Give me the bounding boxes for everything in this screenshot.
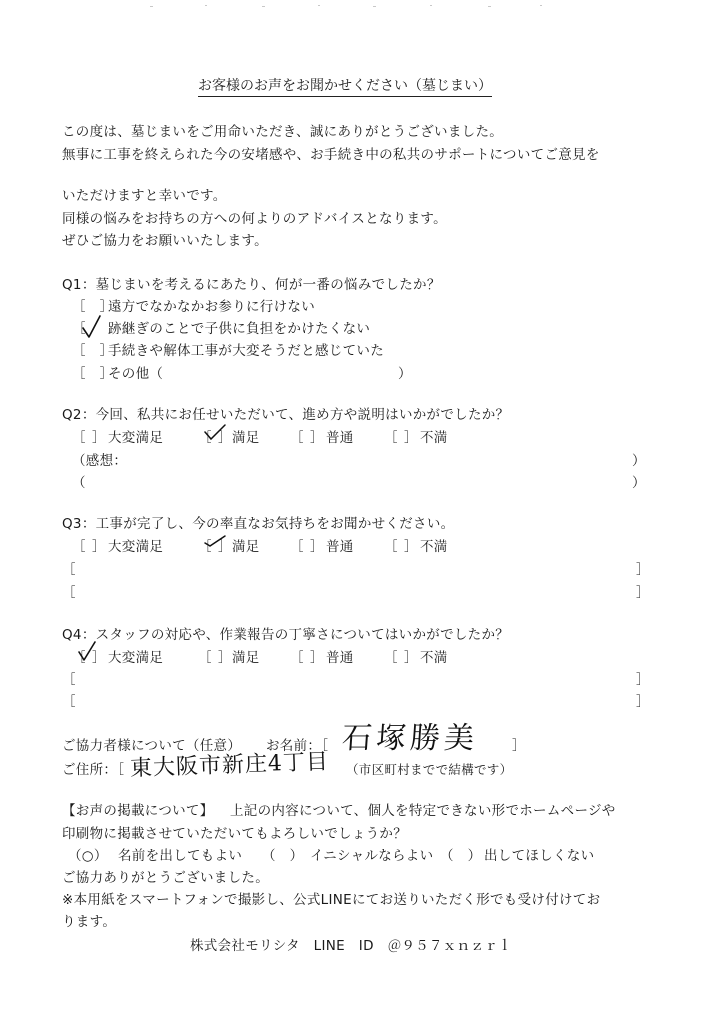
q3-box-open-1[interactable]: ［ [72,539,86,555]
q1-other-close: ） [398,366,412,382]
q3-box-open-4[interactable]: ［ [384,539,398,555]
q2-box-close-1[interactable]: ］ [92,430,106,446]
q3-box-close-2[interactable]: ］ [218,539,232,555]
q4-box-close-4[interactable]: ］ [404,650,418,666]
note-line-2: ります。 [62,914,117,930]
q1-option-3: 手続きや解体工事が大変そうだと感じていた [108,343,384,359]
q3-choice-1: 大変満足 [108,539,164,555]
q2-box-open-3[interactable]: ［ [290,430,304,446]
publish-mark-2[interactable]: （ ） [262,848,304,864]
publish-mark-1[interactable]: （○） [68,848,108,864]
q4-box-open-1[interactable]: ［ [72,650,86,666]
intro-line-3: いただけますと幸いです。 [62,188,227,204]
q2-box-close-4[interactable]: ］ [404,430,418,446]
q2-box-open-1[interactable]: ［ [72,430,86,446]
q2-choice-3: 普通 [326,430,354,446]
q2-choice-4: 不満 [420,430,448,446]
q3-box-close-3[interactable]: ］ [310,539,324,555]
q2-question: Q2：今回、私共にお任せいただいて、進め方や説明はいかがでしたか？ [62,407,510,423]
intro-line-5: ぜひご協力をお願いいたします。 [62,233,268,249]
q3-choice-2: 満足 [232,539,260,555]
page-title: お客様のお声をお聞かせください（墓じまい） [198,78,492,97]
q2-box-open-2[interactable]: ［ [198,430,212,446]
q4-box-close-2[interactable]: ］ [218,650,232,666]
q4-box-close-1[interactable]: ］ [92,650,106,666]
q3-choice-4: 不満 [420,539,448,555]
q1-box-3[interactable]: ［ ］ [72,343,114,359]
contributor-heading: ご協力者様について（任意） [62,738,242,754]
footer-company-line: 株式会社モリシタ LINE ID ＠９５７ｘｎｚｒｌ [190,938,512,954]
q4-line-close-1: ］ [636,672,650,688]
publish-text-1: 上記の内容について、個人を特定できない形でホームページや [230,803,616,819]
address-label: ご住所：［ [62,762,125,778]
q2-box-open-4[interactable]: ［ [384,430,398,446]
q2-comment-close-2: ） [632,475,646,491]
name-close: ］ [512,738,526,754]
q4-line-open-1[interactable]: ［ [62,672,76,688]
q1-box-2[interactable]: ［ [72,321,86,337]
q4-box-open-4[interactable]: ［ [384,650,398,666]
note-line-1: ※本用紙をスマートフォンで撮影し、公式LINEにてお送りいただく形でも受け付けてお [62,892,601,908]
q4-choice-3: 普通 [326,650,354,666]
publish-option-2: イニシャルならよい [310,848,434,864]
q4-box-open-3[interactable]: ［ [290,650,304,666]
thanks-text: ご協力ありがとうございました。 [62,870,269,886]
q1-question: Q1：墓じまいを考えるにあたり、何が一番の悩みでしたか？ [62,277,441,293]
q2-box-close-2[interactable]: ］ [218,430,232,446]
publish-option-3: 出してほしくない [484,848,595,864]
intro-line-1: この度は、墓じまいをご用命いただき、誠にありがとうございました。 [62,124,504,140]
q2-choice-2: 満足 [232,430,260,446]
q2-comment-open-2[interactable]: （ [72,475,86,491]
q1-option-1: 遠方でなかなかお参りに行けない [108,299,315,315]
name-handwritten[interactable]: 石塚勝美 [340,721,480,756]
q3-box-open-2[interactable]: ［ [198,539,212,555]
intro-line-2: 無事に工事を終えられた今の安堵感や、お手続き中の私共のサポートについてご意見を [62,147,600,163]
q3-question: Q3：工事が完了し、今の率直なお気持ちをお聞かせください。 [62,516,455,532]
q4-line-close-2: ］ [636,694,650,710]
scan-noise [0,0,724,20]
intro-line-4: 同様の悩みをお持ちの方への何よりのアドバイスとなります。 [62,211,447,227]
q4-question: Q4：スタッフの対応や、作業報告の丁寧さについてはいかがでしたか？ [62,627,510,643]
publish-text-2: 印刷物に掲載させていただいてもよろしいでしょうか？ [62,826,407,842]
address-handwritten[interactable]: 東大阪市新庄4丁目 [129,749,330,782]
publish-mark-3[interactable]: （ ） [440,848,482,864]
q1-box-4[interactable]: ［ ］ [72,366,114,382]
q4-choice-4: 不満 [420,650,448,666]
q3-line-close-2: ］ [636,585,650,601]
q2-box-close-3[interactable]: ］ [310,430,324,446]
q4-box-close-3[interactable]: ］ [310,650,324,666]
q4-choice-2: 満足 [232,650,260,666]
q3-line-close-1: ］ [636,562,650,578]
publish-option-1: 名前を出してもよい [118,848,243,864]
q1-option-4: その他（ [108,366,164,382]
q3-line-open-2[interactable]: ［ [62,585,76,601]
q2-comment-label: （感想： [72,453,128,469]
name-label: お名前：［ [266,738,329,754]
q1-box-1[interactable]: ［ ］ [72,299,114,315]
check-mark-icon [80,314,104,340]
q2-comment-close-1: ） [632,453,646,469]
publish-heading: 【お声の掲載について】 [62,803,214,819]
q3-choice-3: 普通 [326,539,354,555]
q3-line-open-1[interactable]: ［ [62,562,76,578]
q3-box-open-3[interactable]: ［ [290,539,304,555]
q3-box-close-4[interactable]: ］ [404,539,418,555]
q2-choice-1: 大変満足 [108,430,164,446]
q4-line-open-2[interactable]: ［ [62,694,76,710]
q4-choice-1: 大変満足 [108,650,164,666]
q3-box-close-1[interactable]: ］ [92,539,106,555]
q1-option-2: 跡継ぎのことで子供に負担をかけたくない [108,321,371,337]
q4-box-open-2[interactable]: ［ [198,650,212,666]
address-note: （市区町村までで結構です） [346,762,513,777]
